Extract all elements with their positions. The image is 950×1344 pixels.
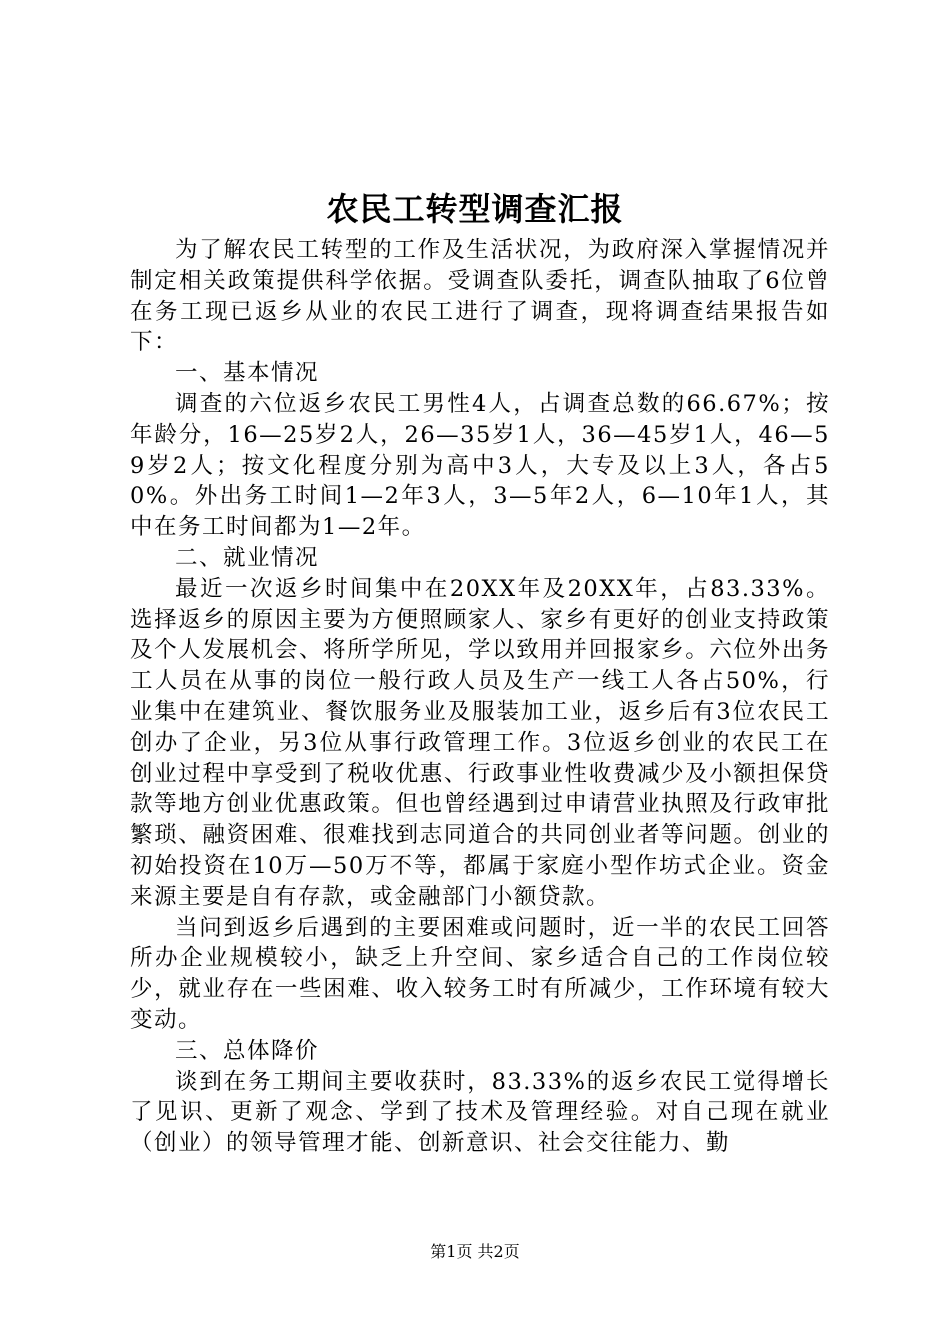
section-heading-overall: 三、总体降价 xyxy=(175,1037,320,1064)
page-footer: 第1页 共2页 xyxy=(430,1242,520,1261)
section-heading-employment: 二、就业情况 xyxy=(175,544,320,571)
intro-paragraph: 为了解农民工转型的工作及生活状况，为政府深入掌握情况并制定相关政策提供科学依据。受调查队委托，调查队抽取了6位曾在务工现已返乡从业的农民工进行了调查，现将调查结果报告如下： xyxy=(130,237,830,356)
difficulties-paragraph: 当问到返乡后遇到的主要困难或问题时，近一半的农民工回答所办企业规模较小，缺乏上升空间、家乡适合自己的工作岗位较少，就业存在一些困难、收入较务工时有所减少，工作环境有较大变动。 xyxy=(130,914,830,1033)
overall-paragraph: 谈到在务工期间主要收获时，83.33%的返乡农民工觉得增长了见识、更新了观念、学到了技术及管理经验。对自己现在就业（创业）的领导管理才能、创新意识、社会交往能力、勤 xyxy=(130,1068,830,1157)
document-title: 农民工转型调查汇报 xyxy=(326,190,624,228)
basic-info-paragraph: 调查的六位返乡农民工男性4人，占调查总数的66.67%；按年龄分，16—25岁2人，26—35岁1人，36—45岁1人，46—59岁2人；按文化程度分别为高中3人，大专及以上3人，各占50%。外出务工时间1—2年3人，3—5年2人，6—10年1人，其中在务工时间都为1—2年。 xyxy=(130,390,830,541)
section-heading-basic: 一、基本情况 xyxy=(175,360,320,387)
employment-paragraph: 最近一次返乡时间集中在20XX年及20XX年，占83.33%。选择返乡的原因主要为方便照顾家人、家乡有更好的创业支持政策及个人发展机会、将所学所见，学以致用并回报家乡。六位外出务工人员在从事的岗位一般行政人员及生产一线工人各占50%，行业集中在建筑业、餐饮服务业及服装加工业，返乡后有3位农民工创办了企业，另3位从事行政管理工作。3位返乡创业的农民工在创业过程中享受到了税收优惠、行政事业性收费减少及小额担保贷款等地方创业优惠政策。但也曾经遇到过申请营业执照及行政审批繁琐、融资困难、很难找到志同道合的共同创业者等问题。创业的初始投资在10万—50万不等，都属于家庭小型作坊式企业。资金来源主要是自有存款，或金融部门小额贷款。 xyxy=(130,575,830,910)
document-body xyxy=(130,235,830,1159)
